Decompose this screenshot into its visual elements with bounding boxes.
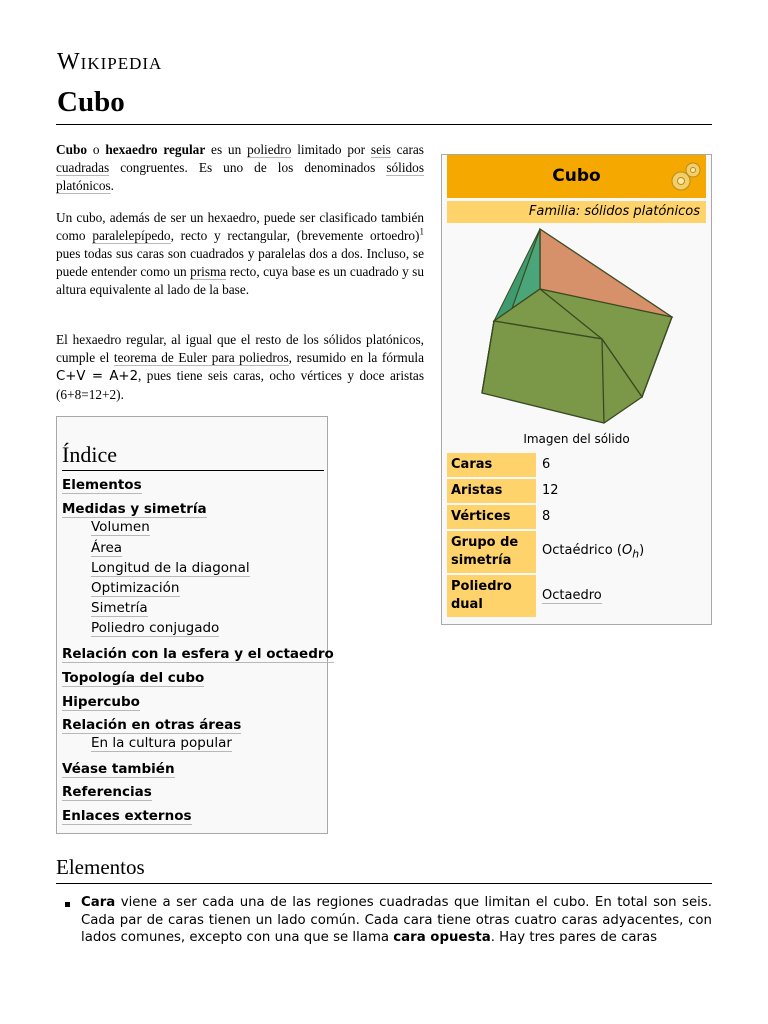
toc-item-cultura-popular[interactable]: En la cultura popular xyxy=(91,735,232,751)
title-divider xyxy=(56,124,712,125)
gear-icon[interactable] xyxy=(667,157,705,195)
table-of-contents xyxy=(56,416,334,834)
toc-divider xyxy=(62,470,324,471)
toc-item-volumen[interactable]: Volumen xyxy=(91,519,150,535)
infobox-header xyxy=(447,155,706,198)
intro-paragraph-3: El hexaedro regular, al igual que el resto de los sólidos platónicos, cumple el teorema de Euler para poliedros, resumido en la fórmula C+V = A+2, pues tiene seis caras, ocho vértices y doce aristas (6+8=12+2). xyxy=(56,332,424,402)
reference-1[interactable]: 1 xyxy=(419,226,424,237)
toc-item-medidas-simetria[interactable]: Medidas y simetría xyxy=(62,501,207,517)
toc-item-referencias[interactable]: Referencias xyxy=(62,784,152,800)
link-octaedro[interactable]: Octaedro xyxy=(542,588,602,603)
infobox-title: Cubo xyxy=(552,166,601,186)
infobox-row-vertices: Vértices 8 xyxy=(447,505,706,529)
infobox xyxy=(441,154,712,625)
toc-item-topologia[interactable]: Topología del cubo xyxy=(62,670,205,686)
toc-item-vease-tambien[interactable]: Véase también xyxy=(62,761,175,777)
section-title-elementos: Elementos xyxy=(56,855,145,879)
link-prisma[interactable]: prisma xyxy=(190,264,227,279)
toc-item-optimizacion[interactable]: Optimización xyxy=(91,580,180,596)
link-seis[interactable]: seis xyxy=(370,142,391,157)
toc-item-elementos[interactable]: Elementos xyxy=(62,477,142,493)
bullet-icon xyxy=(65,902,70,907)
infobox-row-caras: Caras 6 xyxy=(447,453,706,477)
bold-term-hexaedro: hexaedro regular xyxy=(105,142,206,157)
infobox-row-aristas: Aristas 12 xyxy=(447,479,706,503)
link-poliedro[interactable]: poliedro xyxy=(247,142,292,157)
wikipedia-logo[interactable]: Wikipedia xyxy=(57,49,163,75)
toc-item-relacion-esfera[interactable]: Relación con la esfera y el octaedro xyxy=(62,646,334,662)
section-divider xyxy=(56,883,712,884)
link-cuadradas[interactable]: cuadradas xyxy=(56,160,110,175)
infobox-family: Familia: sólidos platónicos xyxy=(447,201,706,223)
toc-item-area[interactable]: Área xyxy=(91,540,123,556)
link-paralelepipedo[interactable]: paralelepípedo xyxy=(92,228,171,243)
infobox-caption: Imagen del sólido xyxy=(523,432,630,446)
infobox-row-poliedro-dual: Poliedro dual Octaedro xyxy=(447,575,706,617)
euler-formula: C+V = A+2 xyxy=(56,369,139,384)
link-solidos-platonicos[interactable]: sólidos platónicos xyxy=(56,160,424,193)
bold-term-cubo: Cubo xyxy=(56,142,88,157)
link-teorema-euler[interactable]: teorema de Euler para poliedros xyxy=(113,350,289,365)
cube-image[interactable] xyxy=(472,221,682,431)
intro-paragraph-2: Un cubo, además de ser un hexaedro, puede ser clasificado también como paralelepípedo, recto y rectangular, (brevemente ortoedro)$^1$ pues todas sus caras son cuadrados y paralelas dos a dos. Incluso, se puede entender como un prisma recto, cuya base es un cuadrado y su altura equivalente al lado de la base. xyxy=(56,210,424,297)
toc-item-poliedro-conjugado[interactable]: Poliedro conjugado xyxy=(91,620,220,636)
toc-item-longitud-diagonal[interactable]: Longitud de la diagonal xyxy=(91,560,250,576)
toc-item-hipercubo[interactable]: Hipercubo xyxy=(62,694,140,710)
intro-paragraph-1: Cubo o hexaedro regular es un poliedro limitado por seis caras cuadradas congruentes. Es uno de los denominados sólidos platónicos. xyxy=(56,142,424,193)
toc-item-relacion-otras-areas[interactable]: Relación en otras áreas xyxy=(62,717,242,733)
page-title: Cubo xyxy=(57,86,125,118)
toc-item-enlaces-externos[interactable]: Enlaces externos xyxy=(62,808,192,824)
section-paragraph: Cara viene a ser cada una de las regiones cuadradas que limitan el cubo. En total son seis. Cada par de caras tienen un lado común. Cada cara tiene otras cuatro caras adyacentes, con lados comunes, excepto con una que se llama cara opuesta. Hay tres pares de caras xyxy=(81,895,712,945)
toc-item-simetria[interactable]: Simetría xyxy=(91,600,148,616)
infobox-row-grupo-simetria: Grupo de simetría Octaédrico $(O_h)$ xyxy=(447,531,706,573)
toc-title: Índice xyxy=(62,442,117,467)
